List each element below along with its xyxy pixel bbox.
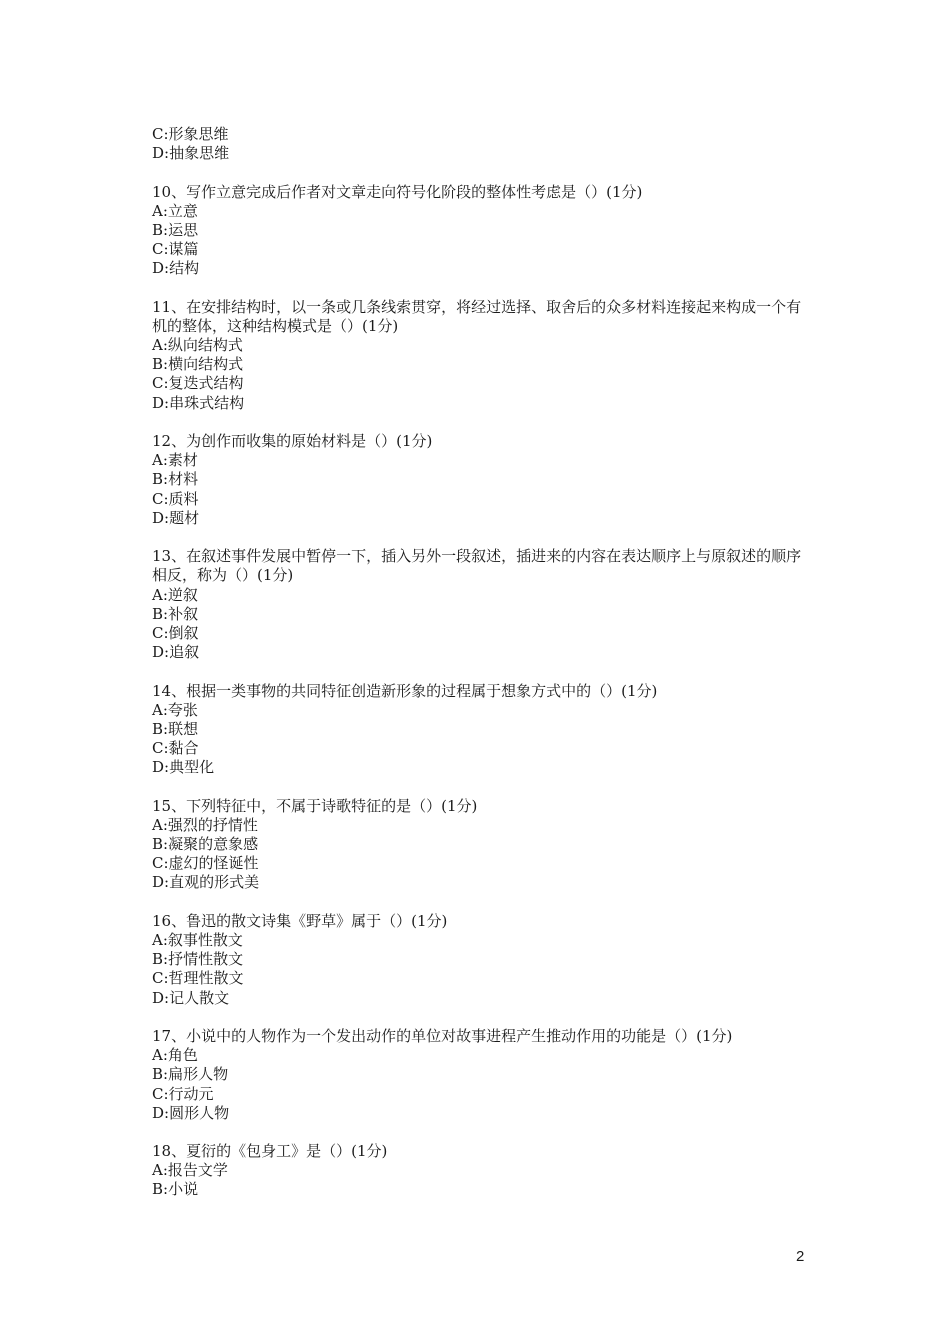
option-b: B:运思 xyxy=(152,220,199,239)
question-text: 18、夏衍的《包身工》是（）(1分) xyxy=(152,1142,388,1161)
option-c: C:谋篇 xyxy=(152,240,199,259)
question-13 xyxy=(152,547,812,662)
option-d: D:圆形人物 xyxy=(152,1103,230,1122)
option-c: C:质料 xyxy=(152,489,199,508)
option-a: A:纵向结构式 xyxy=(152,336,243,355)
question-text: 14、根据一类事物的共同特征创造新形象的过程属于想象方式中的（）(1分) xyxy=(152,681,658,700)
question-text: 16、鲁迅的散文诗集《野草》属于（）(1分) xyxy=(152,911,448,930)
option-c: C:黏合 xyxy=(152,739,199,758)
carryover-options xyxy=(152,125,812,163)
option-b: B:补叙 xyxy=(152,604,199,623)
option-b: B:凝聚的意象感 xyxy=(152,835,259,854)
question-11 xyxy=(152,298,812,413)
question-15 xyxy=(152,797,812,893)
option-c: C:形象思维 xyxy=(152,125,229,143)
option-b: B:横向结构式 xyxy=(152,355,244,374)
question-list xyxy=(152,125,812,1219)
option-d: D:直观的形式美 xyxy=(152,873,260,892)
option-b: B:联想 xyxy=(152,719,199,738)
question-17 xyxy=(152,1027,812,1123)
question-text: 13、在叙述事件发展中暂停一下，插入另外一段叙述，插进来的内容在表达顺序上与原叙述的顺序相反，称为（）(1分) xyxy=(152,547,802,585)
question-18 xyxy=(152,1142,812,1200)
question-14 xyxy=(152,682,812,778)
question-text: 17、小说中的人物作为一个发出动作的单位对故事进程产生推动作用的功能是（）(1分) xyxy=(152,1026,733,1045)
option-d: D:抽象思维 xyxy=(152,144,230,163)
option-d: D:串珠式结构 xyxy=(152,393,245,412)
option-d: D:题材 xyxy=(152,508,200,527)
option-d: D:记人散文 xyxy=(152,988,230,1007)
option-a: A:逆叙 xyxy=(152,585,198,604)
option-a: A:角色 xyxy=(152,1046,198,1065)
question-16 xyxy=(152,912,812,1008)
question-text: 12、为创作而收集的原始材料是（）(1分) xyxy=(152,432,433,451)
option-b: B:抒情性散文 xyxy=(152,950,244,969)
question-10 xyxy=(152,183,812,279)
question-text: 11、在安排结构时，以一条或几条线索贯穿，将经过选择、取舍后的众多材料连接起来构成一个有机的整体，这种结构模式是（）(1分) xyxy=(152,297,802,335)
option-c: C:哲理性散文 xyxy=(152,969,244,988)
option-a: A:立意 xyxy=(152,201,198,220)
option-a: A:素材 xyxy=(152,451,198,470)
question-text: 10、写作立意完成后作者对文章走向符号化阶段的整体性考虑是（）(1分) xyxy=(152,182,643,201)
option-a: A:强烈的抒情性 xyxy=(152,815,258,834)
page-number: 2 xyxy=(796,1248,805,1265)
question-12 xyxy=(152,432,812,528)
option-b: B:扁形人物 xyxy=(152,1065,229,1084)
question-text: 15、下列特征中，不属于诗歌特征的是（）(1分) xyxy=(152,796,478,815)
option-c: C:行动元 xyxy=(152,1084,214,1103)
option-d: D:追叙 xyxy=(152,643,200,662)
option-d: D:结构 xyxy=(152,259,200,278)
option-c: C:虚幻的怪诞性 xyxy=(152,854,259,873)
option-a: A:夸张 xyxy=(152,700,198,719)
option-a: A:报告文学 xyxy=(152,1161,228,1180)
option-c: C:倒叙 xyxy=(152,623,199,642)
option-c: C:复迭式结构 xyxy=(152,374,244,393)
option-a: A:叙事性散文 xyxy=(152,931,243,950)
option-b: B:材料 xyxy=(152,470,199,489)
option-b: B:小说 xyxy=(152,1180,199,1199)
option-d: D:典型化 xyxy=(152,758,215,777)
